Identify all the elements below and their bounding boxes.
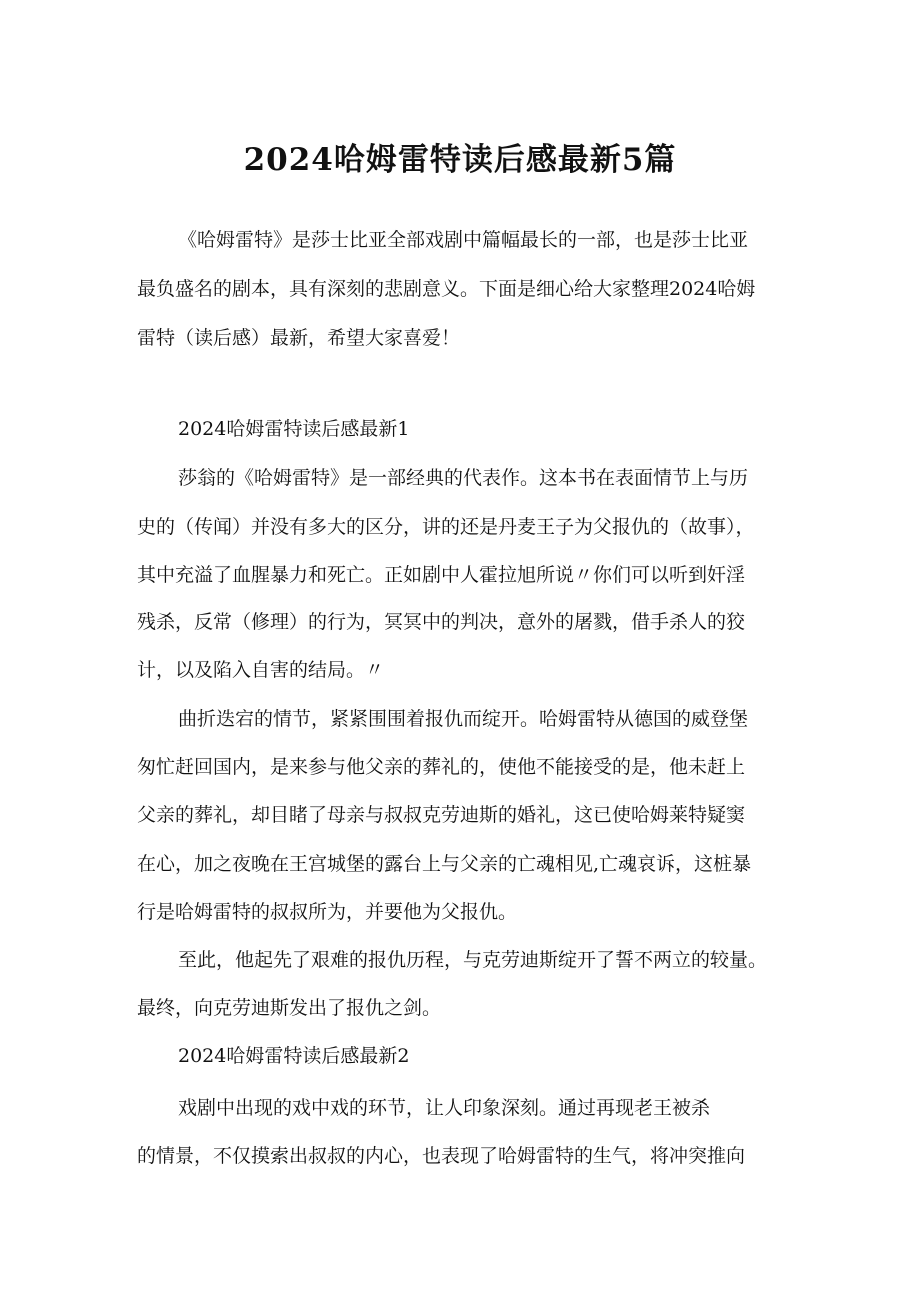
section-1-para-2-line-2: 匆忙赶回国内，是来参与他父亲的葬礼的，使他不能接受的是，他未赶上 — [137, 756, 746, 778]
intro-line-3: 雷特（读后感）最新，希望大家喜爱！ — [137, 327, 461, 349]
section-1-para-1-line-5: 计，以及陷入自害的结局。〃 — [137, 659, 385, 681]
section-1-para-2-line-3: 父亲的葬礼，却目睹了母亲与叔叔克劳迪斯的婚礼，这已使哈姆莱特疑窦 — [137, 804, 746, 826]
section-2-para-1-line-1: 戏剧中出现的戏中戏的环节，让人印象深刻。通过再现老王被杀 — [178, 1097, 711, 1119]
section-1-para-2-line-5: 行是哈姆雷特的叔叔所为，并要他为父报仇。 — [137, 901, 518, 923]
section-1-para-1-line-2: 史的（传闻）并没有多大的区分，讲的还是丹麦王子为父报仇的（故事）， — [137, 516, 755, 538]
section-1-para-2-line-4: 在心，加之夜晚在王宫城堡的露台上与父亲的亡魂相见,亡魂哀诉，这桩暴 — [137, 853, 752, 875]
section-1-para-2-line-1: 曲折迭宕的情节，紧紧围围着报仇而绽开。哈姆雷特从德国的威登堡 — [178, 708, 749, 730]
section-1-para-1-line-1: 莎翁的《哈姆雷特》是一部经典的代表作。这本书在表面情节上与历 — [178, 467, 749, 489]
section-1-para-3-line-1: 至此，他起先了艰难的报仇历程，与克劳迪斯绽开了誓不两立的较量。 — [178, 949, 768, 971]
intro-line-2: 最负盛名的剧本，具有深刻的悲剧意义。下面是细心给大家整理2024哈姆 — [137, 278, 756, 300]
section-1-para-1-line-4: 残杀，反常（修理）的行为，冥冥中的判决，意外的屠戮，借手杀人的狡 — [137, 611, 746, 633]
intro-line-1: 《哈姆雷特》是莎士比亚全部戏剧中篇幅最长的一部，也是莎士比亚 — [178, 229, 749, 251]
section-1-heading: 2024哈姆雷特读后感最新1 — [178, 418, 410, 440]
section-2-para-1-line-2: 的情景，不仅摸索出叔叔的内心，也表现了哈姆雷特的生气，将冲突推向 — [137, 1145, 746, 1167]
section-1-para-3-line-2: 最终，向克劳迪斯发出了报仇之剑。 — [137, 997, 442, 1019]
section-2-heading: 2024哈姆雷特读后感最新2 — [178, 1045, 410, 1067]
section-1-para-1-line-3: 其中充溢了血腥暴力和死亡。正如剧中人霍拉旭所说〃你们可以听到奸淫 — [137, 564, 746, 586]
document-title: 2024哈姆雷特读后感最新5篇 — [243, 142, 677, 178]
